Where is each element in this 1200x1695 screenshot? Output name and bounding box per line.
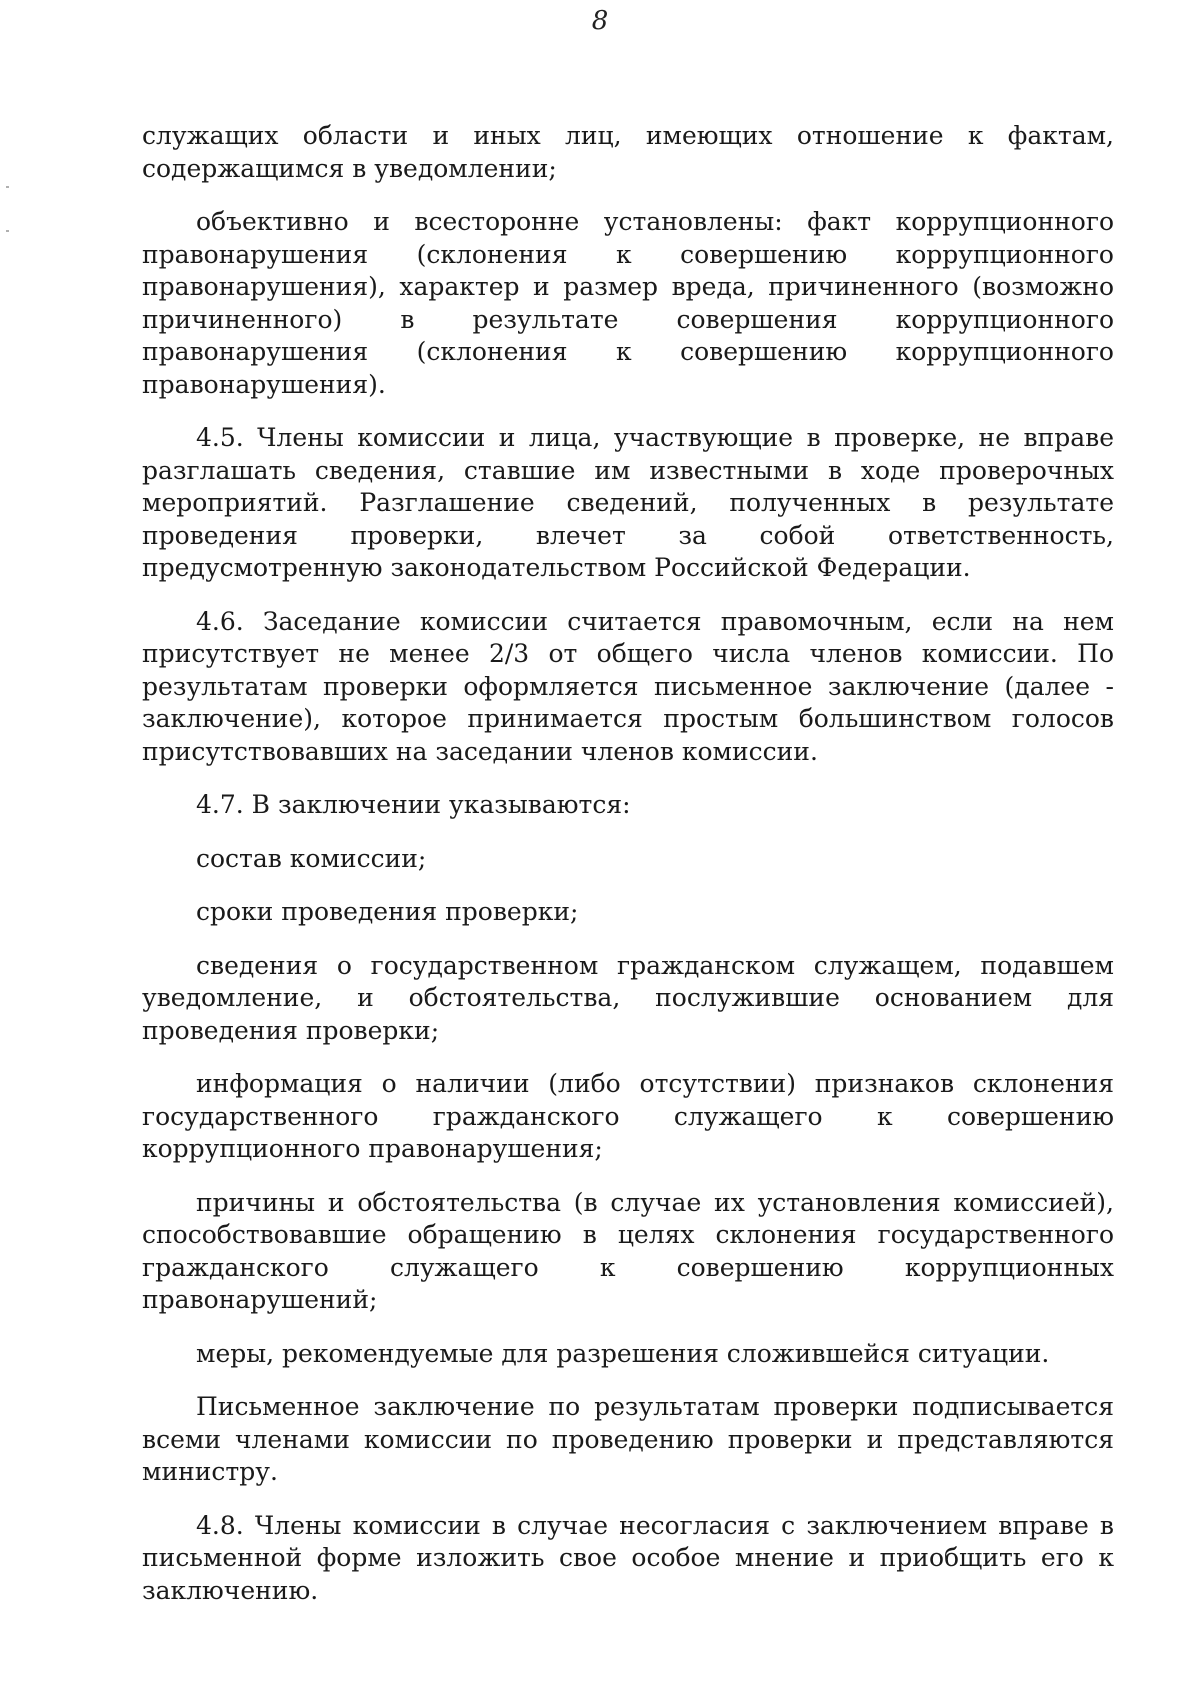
list-item-check-dates: сроки проведения проверки; — [196, 897, 579, 926]
paragraph-continuation: служащих области и иных лиц, имеющих отношение к фактам, содержащимся в уведомлении; — [142, 121, 1114, 183]
list-item-signs-info: информация о наличии (либо отсутствии) признаков склонения государственного гражданского служащего к совершению коррупционного правонарушения; — [142, 1069, 1114, 1163]
paragraph-written-conclusion: Письменное заключение по результатам проверки подписывается всеми членами комиссии по проведению проверки и представляются министру. — [142, 1392, 1114, 1486]
paragraph-4-7: 4.7. В заключении указываются: — [196, 790, 631, 819]
paragraph-4-5: 4.5. Члены комиссии и лица, участвующие в проверке, не вправе разглашать сведения, ставшие им известными в ходе проверочных мероприятий. Разглашение сведений, полученных в результате проведения проверки, влечет за собой ответственность, предусмотренную законодательством Российской Федерации. — [142, 423, 1114, 582]
document-body — [142, 120, 1114, 1628]
scan-speck — [6, 186, 9, 188]
page-number: 8 — [591, 6, 609, 36]
list-item-measures: меры, рекомендуемые для разрешения сложившейся ситуации. — [196, 1338, 1050, 1368]
paragraph-4-6: 4.6. Заседание комиссии считается правомочным, если на нем присутствует не менее 2/3 от общего числа членов комиссии. По результатам проверки оформляется письменное заключение (далее - заключение), которое принимается простым большинством голосов присутствовавших на заседании членов комиссии. — [142, 606, 1114, 766]
scan-speck — [6, 230, 9, 232]
paragraph-established-facts: объективно и всесторонне установлены: факт коррупционного правонарушения (склонения к совершению коррупционного правонарушения), характер и размер вреда, причиненного (возможно причиненного) в результате совершения коррупционного правонарушения (склонения к совершению коррупционного правонарушения). — [142, 207, 1114, 399]
list-item-servant-info: сведения о государственном гражданском служащем, подавшем уведомление, и обстоятельства, послужившие основанием для проведения проверки; — [142, 950, 1114, 1045]
list-item-commission-composition: состав комиссии; — [196, 843, 427, 873]
paragraph-4-8: 4.8. Члены комиссии в случае несогласия с заключением вправе в письменной форме изложить свое особое мнение и приобщить его к заключению. — [142, 1510, 1114, 1605]
list-item-causes: причины и обстоятельства (в случае их установления комиссией), способствовавшие обращению в целях склонения государственного гражданского служащего к совершению коррупционных правонарушений; — [142, 1187, 1114, 1314]
